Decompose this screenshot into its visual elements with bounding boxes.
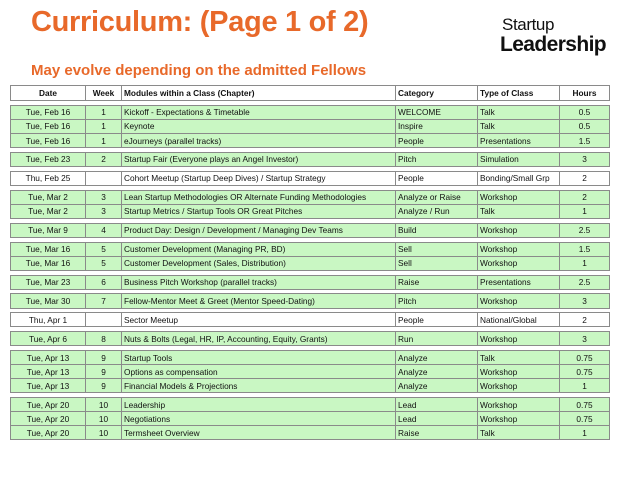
cell-week: 7 (86, 294, 122, 308)
cell-date: Thu, Feb 25 (11, 171, 86, 185)
table-row (11, 119, 610, 133)
cell-type: Presentations (478, 275, 560, 289)
cell-date: Tue, Feb 23 (11, 152, 86, 166)
cell-date: Tue, Apr 13 (11, 379, 86, 393)
cell-week: 1 (86, 133, 122, 147)
cell-hours: 0.75 (560, 412, 610, 426)
cell-module: Keynote (122, 119, 396, 133)
cell-hours: 0.5 (560, 105, 610, 119)
cell-hours: 1 (560, 204, 610, 218)
cell-category: Analyze (396, 365, 478, 379)
cell-week: 9 (86, 365, 122, 379)
table-row (11, 256, 610, 270)
table-body (11, 101, 610, 440)
table-row (11, 398, 610, 412)
cell-module: Negotiations (122, 412, 396, 426)
cell-week: 4 (86, 223, 122, 237)
cell-date: Tue, Feb 16 (11, 119, 86, 133)
cell-week: 10 (86, 412, 122, 426)
cell-category: Raise (396, 275, 478, 289)
cell-week: 9 (86, 379, 122, 393)
cell-week: 8 (86, 332, 122, 346)
table-row (11, 294, 610, 308)
cell-category: Pitch (396, 152, 478, 166)
table-row (11, 190, 610, 204)
cell-category: Analyze or Raise (396, 190, 478, 204)
cell-date: Thu, Apr 1 (11, 313, 86, 327)
cell-type: Workshop (478, 412, 560, 426)
cell-type: Workshop (478, 332, 560, 346)
cell-type: Bonding/Small Grp (478, 171, 560, 185)
cell-week: 5 (86, 256, 122, 270)
cell-date: Tue, Apr 20 (11, 398, 86, 412)
cell-category: Lead (396, 398, 478, 412)
cell-date: Tue, Feb 16 (11, 105, 86, 119)
header-week: Week (86, 86, 122, 101)
cell-category: Run (396, 332, 478, 346)
cell-date: Tue, Mar 23 (11, 275, 86, 289)
table-row (11, 379, 610, 393)
cell-type: Workshop (478, 256, 560, 270)
table-row (11, 426, 610, 440)
cell-module: Business Pitch Workshop (parallel tracks) (122, 275, 396, 289)
cell-week (86, 171, 122, 185)
table-row (11, 242, 610, 256)
cell-category: Analyze (396, 351, 478, 365)
cell-category: Raise (396, 426, 478, 440)
curriculum-table (10, 85, 610, 440)
cell-week: 10 (86, 398, 122, 412)
header-hours: Hours (560, 86, 610, 101)
cell-module: Nuts & Bolts (Legal, HR, IP, Accounting, Equity, Grants) (122, 332, 396, 346)
cell-type: Talk (478, 204, 560, 218)
table-row (11, 412, 610, 426)
cell-date: Tue, Apr 13 (11, 351, 86, 365)
cell-date: Tue, Mar 16 (11, 256, 86, 270)
cell-type: Workshop (478, 190, 560, 204)
header-type-of-class: Type of Class (478, 86, 560, 101)
cell-hours: 2.5 (560, 275, 610, 289)
cell-module: Customer Development (Managing PR, BD) (122, 242, 396, 256)
cell-hours: 1.5 (560, 133, 610, 147)
cell-hours: 2 (560, 313, 610, 327)
cell-week: 6 (86, 275, 122, 289)
cell-module: Sector Meetup (122, 313, 396, 327)
cell-week: 3 (86, 204, 122, 218)
cell-module: Startup Metrics / Startup Tools OR Great Pitches (122, 204, 396, 218)
cell-date: Tue, Apr 20 (11, 426, 86, 440)
cell-hours: 2 (560, 171, 610, 185)
cell-hours: 0.75 (560, 351, 610, 365)
cell-date: Tue, Apr 13 (11, 365, 86, 379)
cell-category: People (396, 313, 478, 327)
page-subtitle: May evolve depending on the admitted Fellows (31, 62, 367, 79)
startup-leadership-logo (500, 16, 608, 60)
cell-hours: 0.75 (560, 398, 610, 412)
cell-type: National/Global (478, 313, 560, 327)
cell-module: Startup Fair (Everyone plays an Angel Investor) (122, 152, 396, 166)
page-title: Curriculum: (Page 1 of 2) (31, 6, 369, 38)
cell-module: Cohort Meetup (Startup Deep Dives) / Startup Strategy (122, 171, 396, 185)
header-modules: Modules within a Class (Chapter) (122, 86, 396, 101)
table-row (11, 332, 610, 346)
logo-line-2: Leadership (500, 33, 607, 56)
cell-date: Tue, Mar 16 (11, 242, 86, 256)
cell-category: Build (396, 223, 478, 237)
cell-module: Lean Startup Methodologies OR Alternate Funding Methodologies (122, 190, 396, 204)
cell-type: Workshop (478, 365, 560, 379)
cell-type: Simulation (478, 152, 560, 166)
cell-module: Product Day: Design / Development / Managing Dev Teams (122, 223, 396, 237)
cell-date: Tue, Apr 20 (11, 412, 86, 426)
cell-week: 10 (86, 426, 122, 440)
cell-week: 9 (86, 351, 122, 365)
header-category: Category (396, 86, 478, 101)
table-row (11, 204, 610, 218)
cell-hours: 1 (560, 379, 610, 393)
cell-hours: 2.5 (560, 223, 610, 237)
cell-category: Pitch (396, 294, 478, 308)
cell-hours: 2 (560, 190, 610, 204)
cell-week (86, 313, 122, 327)
table-row (11, 365, 610, 379)
cell-date: Tue, Mar 30 (11, 294, 86, 308)
cell-category: Sell (396, 242, 478, 256)
cell-hours: 0.75 (560, 365, 610, 379)
cell-type: Workshop (478, 223, 560, 237)
cell-module: Options as compensation (122, 365, 396, 379)
cell-week: 3 (86, 190, 122, 204)
cell-category: Lead (396, 412, 478, 426)
cell-category: People (396, 133, 478, 147)
cell-week: 1 (86, 105, 122, 119)
cell-date: Tue, Apr 6 (11, 332, 86, 346)
cell-type: Workshop (478, 379, 560, 393)
cell-category: Sell (396, 256, 478, 270)
cell-type: Workshop (478, 398, 560, 412)
cell-type: Workshop (478, 294, 560, 308)
cell-week: 2 (86, 152, 122, 166)
cell-category: WELCOME (396, 105, 478, 119)
table-row (11, 105, 610, 119)
cell-category: Analyze / Run (396, 204, 478, 218)
cell-module: Leadership (122, 398, 396, 412)
cell-type: Talk (478, 426, 560, 440)
table-row (11, 152, 610, 166)
cell-hours: 1.5 (560, 242, 610, 256)
cell-module: Startup Tools (122, 351, 396, 365)
cell-week: 1 (86, 119, 122, 133)
table-row (11, 351, 610, 365)
cell-module: eJourneys (parallel tracks) (122, 133, 396, 147)
cell-hours: 3 (560, 152, 610, 166)
cell-date: Tue, Mar 2 (11, 190, 86, 204)
cell-hours: 3 (560, 294, 610, 308)
cell-date: Tue, Mar 9 (11, 223, 86, 237)
cell-type: Talk (478, 119, 560, 133)
cell-module: Kickoff - Expectations & Timetable (122, 105, 396, 119)
cell-module: Termsheet Overview (122, 426, 396, 440)
table-row (11, 275, 610, 289)
cell-type: Talk (478, 105, 560, 119)
header-date: Date (11, 86, 86, 101)
cell-category: Inspire (396, 119, 478, 133)
table-row (11, 313, 610, 327)
cell-hours: 1 (560, 256, 610, 270)
cell-week: 5 (86, 242, 122, 256)
cell-module: Fellow-Mentor Meet & Greet (Mentor Speed-Dating) (122, 294, 396, 308)
table-row (11, 223, 610, 237)
cell-hours: 0.5 (560, 119, 610, 133)
table-row (11, 133, 610, 147)
table-row (11, 171, 610, 185)
cell-type: Presentations (478, 133, 560, 147)
table-header-row (11, 86, 610, 101)
cell-module: Customer Development (Sales, Distribution) (122, 256, 396, 270)
cell-category: People (396, 171, 478, 185)
cell-type: Talk (478, 351, 560, 365)
cell-hours: 3 (560, 332, 610, 346)
cell-date: Tue, Feb 16 (11, 133, 86, 147)
cell-type: Workshop (478, 242, 560, 256)
cell-module: Financial Models & Projections (122, 379, 396, 393)
cell-hours: 1 (560, 426, 610, 440)
logo-line-1: Startup (502, 15, 555, 34)
cell-date: Tue, Mar 2 (11, 204, 86, 218)
cell-category: Analyze (396, 379, 478, 393)
